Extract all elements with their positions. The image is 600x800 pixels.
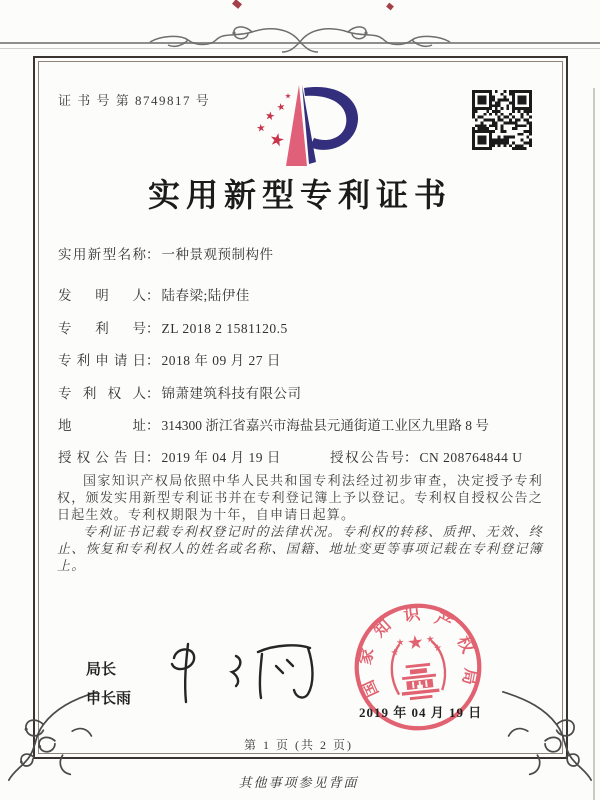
field-label: 地址 xyxy=(58,418,146,433)
back-side-note: 其他事项参见背面 xyxy=(238,775,359,790)
field-colon: ： xyxy=(146,288,160,303)
field-patent-number xyxy=(58,317,544,337)
seal-date: 2019 年 04 月 19 日 xyxy=(359,705,483,720)
field-colon: ： xyxy=(404,450,418,465)
field-filing-date xyxy=(58,349,544,369)
field-value: CN 208764844 U xyxy=(419,450,523,465)
page-number: 第 1 页 (共 2 页) xyxy=(244,738,353,752)
field-label: 授权公告日 xyxy=(58,450,146,465)
field-value: 陆春梁;陆伊佳 xyxy=(161,288,250,303)
field-value: 一种景观预制构件 xyxy=(161,247,274,262)
field-label: 专利申请日 xyxy=(58,353,146,368)
legal-paragraph-2: 专利证书记载专利权登记时的法律状况。专利权的转移、质押、无效、终止、恢复和专利权人的姓名或名称、国籍、地址变更等事项记载在专利登记簿上。 xyxy=(57,524,543,573)
field-label: 发明人 xyxy=(58,288,146,303)
director-title: 局长 xyxy=(86,661,117,678)
field-grant-number xyxy=(330,446,523,466)
field-label: 实用新型名称 xyxy=(58,247,146,262)
certificate-title: 实用新型专利证书 xyxy=(147,177,452,213)
legal-paragraph-1: 国家知识产权局依照中华人民共和国专利法经过初步审查，决定授予专利权，颁发实用新型专利证书并在专利登记簿上予以登记。专利权自授权公告之日起生效。专利权期限为十年，自申请日起算。 xyxy=(57,473,543,522)
field-label: 专利权人 xyxy=(58,386,146,401)
field-value: 2018 年 09 月 27 日 xyxy=(161,353,281,368)
field-label: 授权公告号 xyxy=(330,450,404,465)
field-colon: ： xyxy=(146,321,160,336)
field-colon: ： xyxy=(146,353,160,368)
field-colon: ： xyxy=(146,418,160,433)
field-utility-model-name xyxy=(58,243,544,263)
field-colon: ： xyxy=(146,247,160,262)
folder-ornament-speck xyxy=(386,3,394,11)
top-scroll-ornament xyxy=(140,16,460,58)
certificate-number: 证 书 号 第 8749817 号 xyxy=(58,93,211,108)
certificate-body-text xyxy=(57,472,543,574)
field-address xyxy=(58,414,544,434)
field-patentee xyxy=(58,382,544,402)
qr-code xyxy=(472,90,532,150)
signoff-block xyxy=(86,655,131,713)
field-value: ZL 2018 2 1581120.5 xyxy=(161,321,288,336)
field-value: 314300 浙江省嘉兴市海盐县元通街道工业区九里路 8 号 xyxy=(161,418,489,433)
field-grant-row xyxy=(58,446,544,466)
director-signature xyxy=(158,636,330,716)
field-value: 锦萧建筑科技有限公司 xyxy=(161,386,302,401)
field-label: 专利号 xyxy=(58,321,146,336)
director-name: 申长雨 xyxy=(86,690,132,707)
field-inventor xyxy=(58,284,544,304)
field-colon: ： xyxy=(146,386,160,401)
folder-ornament-speck xyxy=(232,0,242,9)
field-colon: ： xyxy=(146,450,160,465)
seal-ring-text: 国家知识产权局 xyxy=(355,604,481,701)
field-value: 2019 年 04 月 19 日 xyxy=(161,450,281,465)
cnipa-logo xyxy=(233,82,379,170)
field-grant-date xyxy=(58,450,281,465)
